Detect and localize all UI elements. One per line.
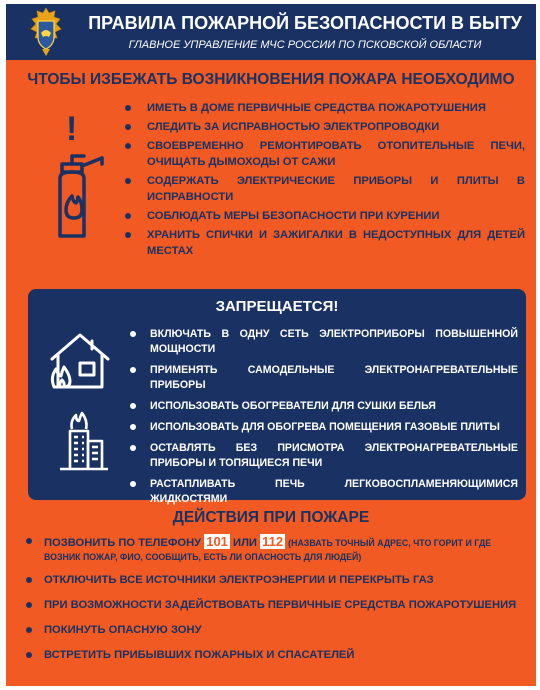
call-or: ИЛИ	[233, 537, 257, 549]
phone-112: 112	[262, 534, 284, 549]
prevention-item: СВОЕВРЕМЕННО РЕМОНТИРОВАТЬ ОТОПИТЕЛЬНЫЕ ПЕЧИ, ОЧИЩАТЬ ДЫМОХОДЫ ОТ САЖИ	[123, 138, 525, 170]
prevention-list	[123, 100, 525, 262]
forbidden-item: РАСТАПЛИВАТЬ ПЕЧЬ ЛЕГКОВОСПЛАМЕНЯЮЩИМИСЯ ЖИДКОСТЯМИ	[126, 477, 518, 507]
fire-extinguisher-icon	[40, 144, 112, 244]
forbidden-item: ИСПОЛЬЗОВАТЬ ДЛЯ ОБОГРЕВА ПОМЕЩЕНИЯ ГАЗОВЫЕ ПЛИТЫ	[126, 420, 518, 435]
forbidden-item: ИСПОЛЬЗОВАТЬ ОБОГРЕВАТЕЛИ ДЛЯ СУШКИ БЕЛЬЯ	[126, 399, 518, 414]
prevention-item: СОДЕРЖАТЬ ЭЛЕКТРИЧЕСКИЕ ПРИБОРЫ И ПЛИТЫ В ИСПРАВНОСТИ	[123, 173, 525, 205]
forbidden-item: ПРИМЕНЯТЬ САМОДЕЛЬНЫЕ ЭЛЕКТРОНАГРЕВАТЕЛЬНЫЕ ПРИБОРЫ	[126, 363, 518, 393]
page-subtitle: ГЛАВНОЕ УПРАВЛЕНИЕ МЧС РОССИИ ПО ПСКОВСКОЙ ОБЛАСТИ	[128, 39, 482, 51]
actions-list	[22, 534, 530, 673]
forbidden-item: ВКЛЮЧАТЬ В ОДНУ СЕТЬ ЭЛЕКТРОПРИБОРЫ ПОВЫШЕННОЙ МОЩНОСТИ	[126, 327, 518, 357]
actions-item: ПОКИНУТЬ ОПАСНУЮ ЗОНУ	[22, 623, 530, 638]
prevention-heading: ЧТОБЫ ИЗБЕЖАТЬ ВОЗНИКНОВЕНИЯ ПОЖАРА НЕОБХОДИМО	[27, 71, 515, 88]
mchs-emblem-icon	[28, 7, 64, 57]
header-bar	[6, 4, 536, 60]
actions-heading: ДЕЙСТВИЯ ПРИ ПОЖАРЕ	[172, 509, 370, 526]
burning-building-icon	[56, 407, 112, 471]
call-item	[22, 534, 530, 564]
actions-item: ВСТРЕТИТЬ ПРИБЫВШИХ ПОЖАРНЫХ И СПАСАТЕЛЕЙ	[22, 648, 530, 663]
prevention-item: ИМЕТЬ В ДОМЕ ПЕРВИЧНЫЕ СРЕДСТВА ПОЖАРОТУШЕНИЯ	[123, 100, 525, 116]
forbidden-panel	[28, 289, 526, 505]
burning-house-icon	[46, 329, 112, 391]
call-prefix: ПОЗВОНИТЬ ПО ТЕЛЕФОНУ	[44, 537, 202, 549]
prevention-item: ХРАНИТЬ СПИЧКИ И ЗАЖИГАЛКИ В НЕДОСТУПНЫХ ДЛЯ ДЕТЕЙ МЕСТАХ	[123, 227, 525, 259]
forbidden-heading: ЗАПРЕЩАЕТСЯ!	[215, 298, 339, 315]
forbidden-item: ОСТАВЛЯТЬ БЕЗ ПРИСМОТРА ЭЛЕКТРОНАГРЕВАТЕЛЬНЫЕ ПРИБОРЫ И ТОПЯЩИЕСЯ ПЕЧИ	[126, 441, 518, 471]
actions-item: ПРИ ВОЗМОЖНОСТИ ЗАДЕЙСТВОВАТЬ ПЕРВИЧНЫЕ СРЕДСТВА ПОЖАРОТУШЕНИЯ	[22, 598, 530, 613]
actions-item: ОТКЛЮЧИТЬ ВСЕ ИСТОЧНИКИ ЭЛЕКТРОЭНЕРГИИ И ПЕРЕКРЫТЬ ГАЗ	[22, 573, 530, 588]
phone-101: 101	[206, 534, 228, 549]
call-note-continued: ВОЗНИК ПОЖАР, ФИО, СООБЩИТЬ, ЕСТЬ ЛИ ОПАСНОСТЬ ДЛЯ ЛЮДЕЙ)	[44, 552, 362, 562]
call-note: (НАЗВАТЬ ТОЧНЫЙ АДРЕС, ЧТО ГОРИТ И ГДЕ	[288, 538, 492, 548]
forbidden-list	[126, 327, 518, 513]
prevention-item: СОБЛЮДАТЬ МЕРЫ БЕЗОПАСНОСТИ ПРИ КУРЕНИИ	[123, 208, 525, 224]
poster	[6, 4, 536, 686]
exclamation-icon: !	[66, 110, 78, 148]
page-title: ПРАВИЛА ПОЖАРНОЙ БЕЗОПАСНОСТИ В БЫТУ	[88, 13, 522, 33]
prevention-item: СЛЕДИТЬ ЗА ИСПРАВНОСТЬЮ ЭЛЕКТРОПРОВОДКИ	[123, 119, 525, 135]
